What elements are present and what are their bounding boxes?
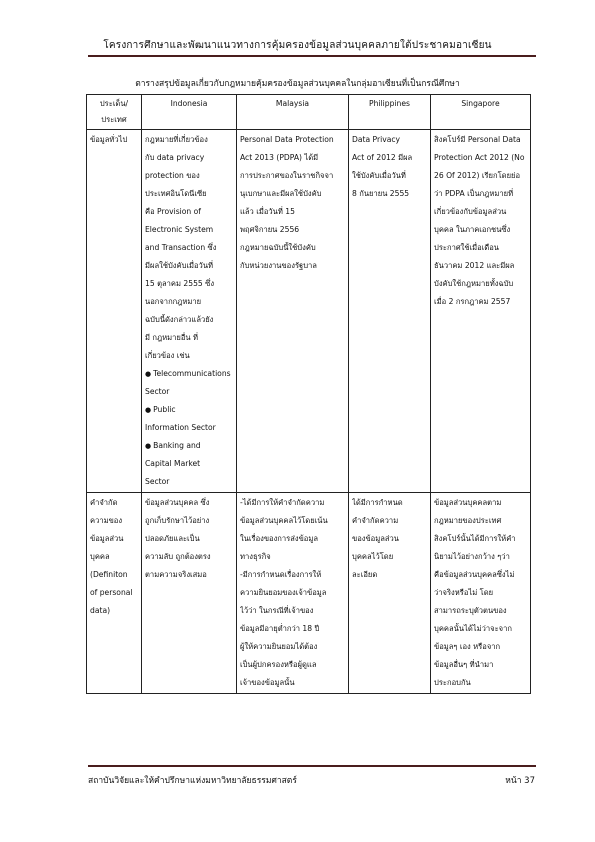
cell-line: -ได้มีการให้คำจำกัดความ bbox=[240, 498, 325, 507]
header-issue-line: ประเทศ bbox=[101, 115, 127, 124]
bullet-item: ● Public bbox=[145, 401, 233, 419]
cell-line: ผู้ให้ความยินยอมได้ต้อง bbox=[240, 642, 318, 651]
cell-line: มีผลใช้บังคับเมื่อวันที่ bbox=[145, 261, 214, 270]
cell-line: Sector bbox=[145, 387, 170, 396]
cell-line: นอกจากกฎหมาย bbox=[145, 297, 202, 306]
cell-line: 15 ตุลาคม 2555 ซึ่ง bbox=[145, 279, 215, 288]
cell-line: ประกอบกัน bbox=[434, 678, 471, 687]
cell-line: ข้อมูลๆ เอง หรือจาก bbox=[434, 642, 501, 651]
header-philippines: Philippines bbox=[349, 95, 431, 130]
cell-line: เกี่ยวข้อง เช่น bbox=[145, 351, 190, 360]
cell-singapore bbox=[431, 493, 531, 694]
footer-institution: สถาบันวิจัยและให้คำปรึกษาแห่งมหาวิทยาลัยธรรมศาสตร์ bbox=[88, 776, 297, 786]
cell-line: สิงคโปร์มี Personal Data bbox=[434, 135, 521, 144]
law-comparison-table bbox=[86, 94, 531, 694]
cell-line: ว่า PDPA เป็นกฎหมายที่ bbox=[434, 189, 514, 198]
cell-line: ในเรื่องของการส่งข้อมูล bbox=[240, 534, 318, 543]
cell-line: ไว้ว่า ในกรณีที่เจ้าของ bbox=[240, 606, 314, 615]
cell-line: คือ Provision of bbox=[145, 207, 201, 216]
cell-line: คำจำกัดความ bbox=[352, 516, 399, 525]
cell-line: protection ของ bbox=[145, 171, 200, 180]
header-malaysia: Malaysia bbox=[237, 95, 349, 130]
cell-line: สามารถระบุตัวตนของ bbox=[434, 606, 507, 615]
bullet-item: ● Telecommunications bbox=[145, 365, 233, 383]
cell-philippines bbox=[349, 130, 431, 493]
cell-line: บุคคลไว้โดย bbox=[352, 552, 394, 561]
cell-line: of personal bbox=[90, 588, 133, 597]
cell-line: คือข้อมูลส่วนบุคคลซึ่งไม่ bbox=[434, 570, 515, 579]
cell-line: ของข้อมูลส่วน bbox=[352, 534, 399, 543]
cell-line: บุคคลนั้นได้ไม่ว่าจะจาก bbox=[434, 624, 512, 633]
cell-line: 26 Of 2012) เรียกโดยย่อ bbox=[434, 171, 521, 180]
cell-line: นุเบกษาและมีผลใช้บังคับ bbox=[240, 189, 322, 198]
cell-line: ทางธุรกิจ bbox=[240, 552, 271, 561]
footer-rule bbox=[88, 765, 536, 767]
cell-line: สิงคโปร์นั้นได้มีการให้คำ bbox=[434, 534, 516, 543]
cell-line: Electronic System bbox=[145, 225, 214, 234]
cell-issue bbox=[87, 493, 142, 694]
cell-line: ข้อมูลส่วนบุคคล ซึ่ง bbox=[145, 498, 210, 507]
cell-line: data) bbox=[90, 606, 111, 615]
cell-line: ตามความจริงเสมอ bbox=[145, 570, 207, 579]
header-singapore: Singapore bbox=[431, 95, 531, 130]
header-issue bbox=[87, 95, 142, 130]
cell-line: ธันวาคม 2012 และมีผล bbox=[434, 261, 515, 270]
header-indonesia: Indonesia bbox=[142, 95, 237, 130]
cell-line: ความยินยอมของเจ้าข้อมูล bbox=[240, 588, 327, 597]
cell-line: บุคคล bbox=[90, 552, 110, 561]
cell-line: กฎหมายฉบับนี้ใช้บังคับ bbox=[240, 243, 316, 252]
cell-line: ข้อมูลส่วนบุคคลไว้โดยเน้น bbox=[240, 516, 328, 525]
cell-singapore bbox=[431, 130, 531, 493]
cell-line: กฎหมายที่เกี่ยวข้อง bbox=[145, 135, 208, 144]
cell-line: ปลอดภัยและเป็น bbox=[145, 534, 200, 543]
cell-line: ข้อมูลอื่นๆ ที่นำมา bbox=[434, 660, 494, 669]
cell-line: ความของ bbox=[90, 516, 123, 525]
table-header-row bbox=[87, 95, 531, 130]
cell-line: กับ data privacy bbox=[145, 153, 205, 162]
cell-line: (Definiton bbox=[90, 570, 128, 579]
cell-line: เป็นผู้ปกครองหรือผู้ดูแล bbox=[240, 660, 317, 669]
cell-line: ประเทศอินโดนีเซีย bbox=[145, 189, 207, 198]
cell-indonesia bbox=[142, 493, 237, 694]
cell-issue bbox=[87, 130, 142, 493]
table-row bbox=[87, 130, 531, 493]
cell-line: ฉบับนี้ดังกล่าวแล้วยัง bbox=[145, 315, 214, 324]
cell-line: ใช้บังคับเมื่อวันที่ bbox=[352, 171, 406, 180]
cell-line: 8 กันยายน 2555 bbox=[352, 189, 410, 198]
cell-line: Personal Data Protection bbox=[240, 135, 334, 144]
cell-line: Act of 2012 มีผล bbox=[352, 153, 413, 162]
cell-line: -มีการกำหนดเรื่องการให้ bbox=[240, 570, 322, 579]
cell-line: พฤศจิกายน 2556 bbox=[240, 225, 300, 234]
cell-line: ข้อมูลมีอายุต่ำกว่า 18 ปี bbox=[240, 624, 320, 633]
cell-line: กับหน่วยงานของรัฐบาล bbox=[240, 261, 317, 270]
cell-line: บุคคล ในภาคเอกชนซึ่ง bbox=[434, 225, 511, 234]
table-row bbox=[87, 493, 531, 694]
cell-line: and Transaction ซึ่ง bbox=[145, 243, 217, 252]
cell-line: ความลับ ถูกต้องตรง bbox=[145, 552, 211, 561]
cell-indonesia bbox=[142, 130, 237, 493]
cell-line: นิยามไว้อย่างกว้าง ๆว่า bbox=[434, 552, 510, 561]
cell-line: เจ้าของข้อมูลนั้น bbox=[240, 678, 295, 687]
cell-line: เมื่อ 2 กรกฎาคม 2557 bbox=[434, 297, 511, 306]
cell-line: Sector bbox=[145, 477, 170, 486]
cell-line: ข้อมูลส่วนบุคคลตาม bbox=[434, 498, 502, 507]
cell-philippines bbox=[349, 493, 431, 694]
cell-line: การประกาศของในราชกิจจา bbox=[240, 171, 334, 180]
cell-line: Data Privacy bbox=[352, 135, 401, 144]
cell-line: ประกาศใช้เมื่อเดือน bbox=[434, 243, 499, 252]
cell-line: Protection Act 2012 (No bbox=[434, 153, 525, 162]
bullet-item: ● Banking and bbox=[145, 437, 233, 455]
cell-line: Information Sector bbox=[145, 423, 216, 432]
table-caption: ตารางสรุปข้อมูลเกี่ยวกับกฎหมายคุ้มครองข้อมูลส่วนบุคคลในกลุ่มอาเซียนที่เป็นกรณีศึกษา bbox=[135, 79, 460, 89]
cell-line: ข้อมูลทั่วไป bbox=[90, 135, 128, 144]
cell-line: ว่าจริงหรือไม่ โดย bbox=[434, 588, 494, 597]
cell-line: ถูกเก็บรักษาไว้อย่าง bbox=[145, 516, 210, 525]
cell-line: บังคับใช้กฎหมายทั้งฉบับ bbox=[434, 279, 514, 288]
cell-line: Capital Market bbox=[145, 459, 201, 468]
cell-malaysia bbox=[237, 493, 349, 694]
cell-line: Act 2013 (PDPA) ได้มี bbox=[240, 153, 319, 162]
cell-line: ข้อมูลส่วน bbox=[90, 534, 124, 543]
cell-line: แล้ว เมื่อวันที่ 15 bbox=[240, 207, 295, 216]
cell-line: ละเอียด bbox=[352, 570, 378, 579]
cell-line: กฎหมายของประเทศ bbox=[434, 516, 502, 525]
cell-line: มี กฎหมายอื่น ที่ bbox=[145, 333, 199, 342]
header-issue-line: ประเด็น/ bbox=[99, 99, 129, 108]
page-number: หน้า 37 bbox=[505, 776, 535, 786]
header-rule bbox=[88, 55, 536, 57]
cell-malaysia bbox=[237, 130, 349, 493]
cell-line: คำจำกัด bbox=[90, 498, 118, 507]
page-header-title: โครงการศึกษาและพัฒนาแนวทางการคุ้มครองข้อมูลส่วนบุคคลภายใต้ประชาคมอาเซียน bbox=[103, 40, 492, 51]
cell-line: ได้มีการกำหนด bbox=[352, 498, 403, 507]
cell-line: เกี่ยวข้องกับข้อมูลส่วน bbox=[434, 207, 507, 216]
